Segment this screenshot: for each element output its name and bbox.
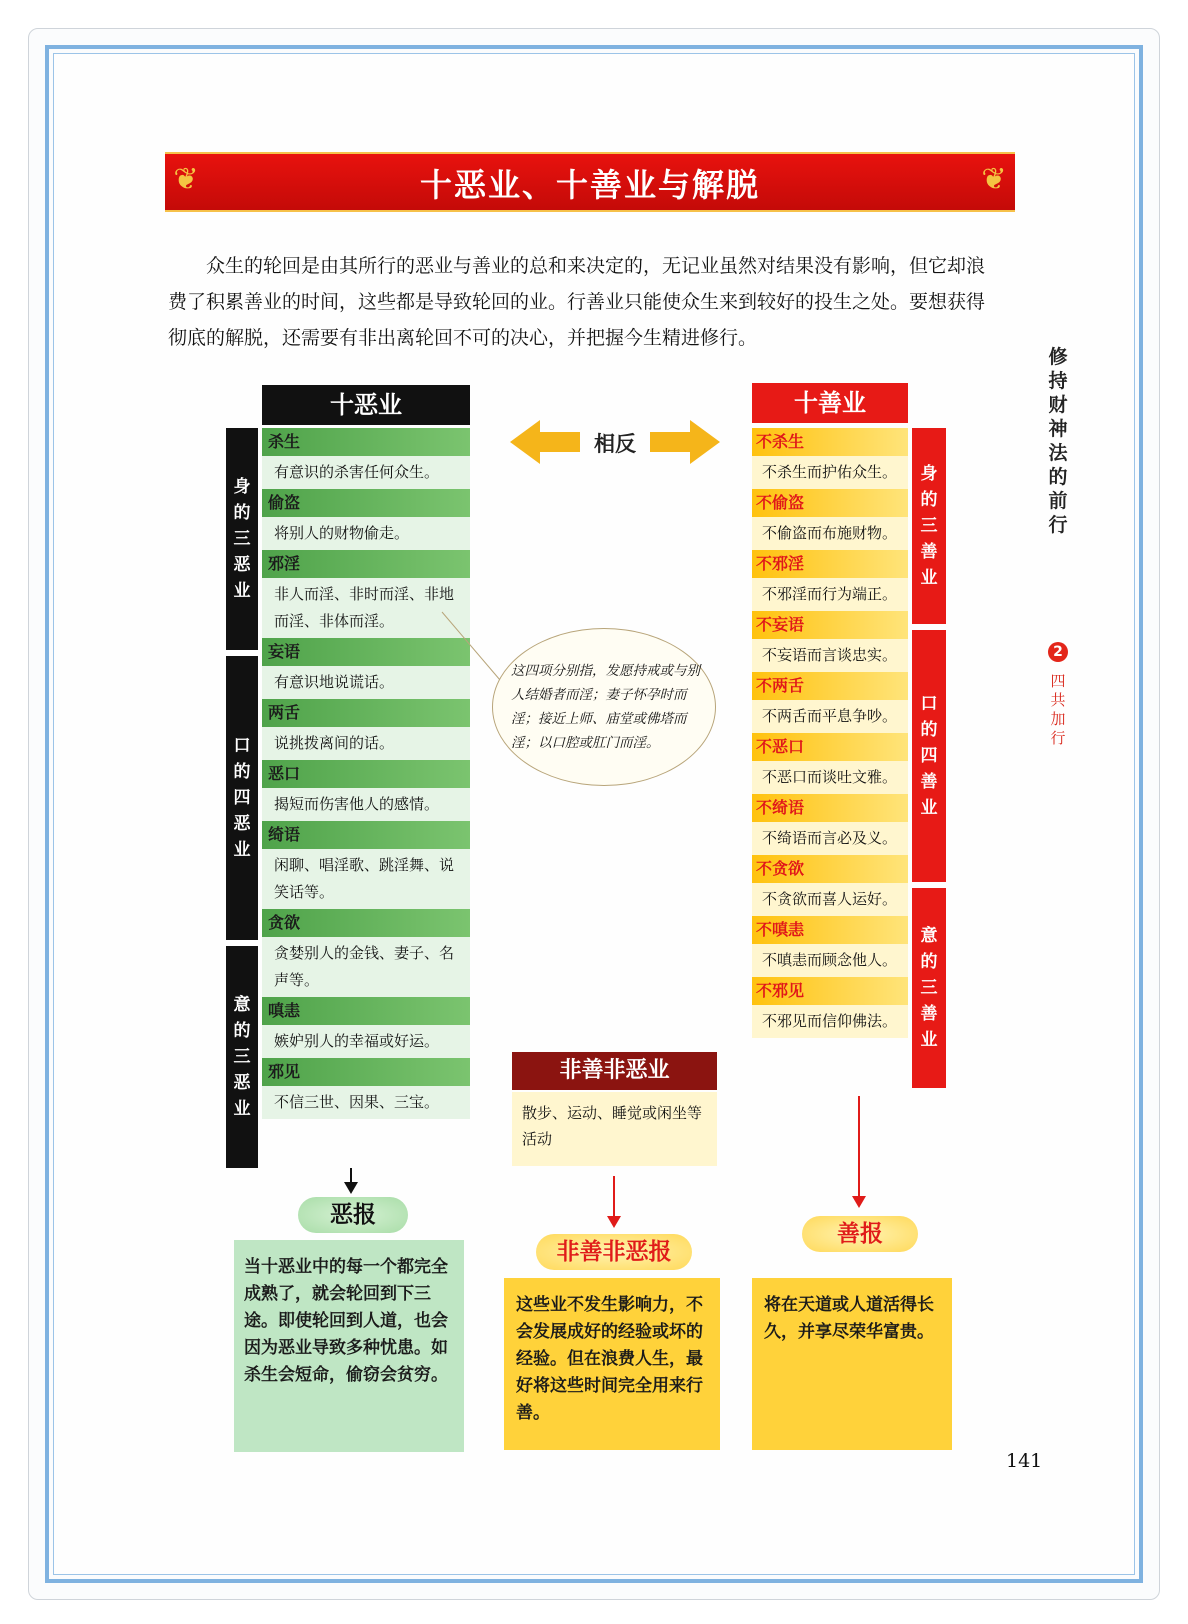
evil-deed-name: 绮语	[262, 821, 470, 849]
evil-deed-desc: 有意识地说谎话。	[262, 666, 470, 699]
intro-paragraph: 众生的轮回是由其所行的恶业与善业的总和来决定的，无记业虽然对结果没有影响，但它却浪费了积累善业的时间，这些都是导致轮回的业。行善业只能使众生来到较好的投生之处。要想获得彻底的解脱，还需要有非出离轮回不可的决心，并把握今生精进修行。	[168, 255, 986, 349]
good-deed-name: 不邪淫	[752, 550, 908, 578]
chapter-side-title: 修持财神法的前行	[1048, 346, 1068, 536]
good-deed-desc: 不嗔恚而顾念他人。	[752, 944, 908, 977]
page-number: 141	[1006, 1450, 1043, 1472]
good-deed-name: 不两舌	[752, 672, 908, 700]
good-group-body: 身 的 三 善 业	[912, 428, 946, 624]
good-deed-desc: 不贪欲而喜人运好。	[752, 883, 908, 916]
good-deed-name: 不偷盗	[752, 489, 908, 517]
evil-deed-name: 偷盗	[262, 489, 470, 517]
good-deeds-list	[752, 428, 908, 1038]
evil-deeds-list	[262, 428, 470, 1119]
evil-deed-desc: 闲聊、唱淫歌、跳淫舞、说笑话等。	[262, 849, 470, 909]
good-deed-name: 不恶口	[752, 733, 908, 761]
evil-deed-desc: 不信三世、因果、三宝。	[262, 1086, 470, 1119]
good-deed-desc: 不恶口而谈吐文雅。	[752, 761, 908, 794]
evil-deed-desc: 嫉妒别人的幸福或好运。	[262, 1025, 470, 1058]
good-deed-name: 不嗔恚	[752, 916, 908, 944]
good-group-speech: 口 的 四 善 业	[912, 630, 946, 882]
evil-group-mind: 意 的 三 恶 业	[226, 946, 258, 1168]
neutral-result-label: 非善非恶报	[536, 1234, 692, 1270]
down-arrow-icon	[613, 1176, 615, 1226]
evil-deed-name: 贪欲	[262, 909, 470, 937]
evil-deed-name: 恶口	[262, 760, 470, 788]
evil-deed-name: 两舌	[262, 699, 470, 727]
good-deeds-header: 十善业	[752, 383, 908, 423]
evil-deed-desc: 揭短而伤害他人的感情。	[262, 788, 470, 821]
evil-deed-name: 邪见	[262, 1058, 470, 1086]
good-deed-name: 不杀生	[752, 428, 908, 456]
opposite-label: 相反	[594, 432, 636, 456]
cloud-ornament-icon: ❦	[981, 162, 1007, 197]
good-deed-name: 不绮语	[752, 794, 908, 822]
title-banner	[165, 152, 1015, 212]
page-title: 十恶业、十善业与解脱	[419, 166, 760, 204]
evil-deeds-header: 十恶业	[262, 385, 470, 425]
evil-deed-desc: 有意识的杀害任何众生。	[262, 456, 470, 489]
note-bubble	[492, 628, 716, 786]
good-result-label: 善报	[802, 1216, 918, 1252]
evil-deed-desc: 将别人的财物偷走。	[262, 517, 470, 550]
good-deed-desc: 不两舌而平息争吵。	[752, 700, 908, 733]
bad-result-label: 恶报	[298, 1197, 408, 1233]
section-side-title: 四共加行	[1050, 672, 1066, 747]
evil-group-speech: 口 的 四 恶 业	[226, 656, 258, 940]
good-result-text: 将在天道或人道活得长久，并享尽荣华富贵。	[752, 1278, 952, 1450]
evil-deed-desc: 非人而淫、非时而淫、非地而淫、非体而淫。	[262, 578, 470, 638]
section-number-badge: 2	[1048, 642, 1068, 662]
good-deed-name: 不妄语	[752, 611, 908, 639]
good-deed-name: 不贪欲	[752, 855, 908, 883]
good-group-mind: 意 的 三 善 业	[912, 888, 946, 1088]
down-arrow-icon	[858, 1096, 860, 1206]
neutral-deeds-desc: 散步、运动、睡觉或闲坐等活动	[512, 1092, 717, 1166]
good-deed-desc: 不邪见而信仰佛法。	[752, 1005, 908, 1038]
down-arrow-icon	[350, 1168, 352, 1192]
opposite-arrows	[510, 416, 720, 468]
good-deed-desc: 不杀生而护佑众生。	[752, 456, 908, 489]
evil-deed-name: 杀生	[262, 428, 470, 456]
good-deed-desc: 不妄语而言谈忠实。	[752, 639, 908, 672]
good-deed-desc: 不绮语而言必及义。	[752, 822, 908, 855]
bad-result-text: 当十恶业中的每一个都完全成熟了，就会轮回到下三途。即使轮回到人道，也会因为恶业导致多种忧患。如杀生会短命，偷窃会贫穷。	[234, 1240, 464, 1452]
good-deed-name: 不邪见	[752, 977, 908, 1005]
neutral-deeds-header: 非善非恶业	[512, 1052, 717, 1090]
evil-deed-name: 邪淫	[262, 550, 470, 578]
evil-deed-name: 嗔恚	[262, 997, 470, 1025]
evil-group-body: 身 的 三 恶 业	[226, 428, 258, 650]
cloud-ornament-icon: ❦	[173, 162, 199, 197]
neutral-result-text: 这些业不发生影响力，不会发展成好的经验或坏的经验。但在浪费人生，最好将这些时间完全用来行善。	[504, 1278, 720, 1450]
good-deed-desc: 不偷盗而布施财物。	[752, 517, 908, 550]
evil-deed-name: 妄语	[262, 638, 470, 666]
evil-deed-desc: 说挑拨离间的话。	[262, 727, 470, 760]
evil-deed-desc: 贪婪别人的金钱、妻子、名声等。	[262, 937, 470, 997]
good-deed-desc: 不邪淫而行为端正。	[752, 578, 908, 611]
note-bubble-text: 这四项分别指，发愿持戒或与别人结婚者而淫；妻子怀孕时而淫；接近上师、庙堂或佛塔而淫；以口腔或肛门而淫。	[511, 663, 700, 751]
